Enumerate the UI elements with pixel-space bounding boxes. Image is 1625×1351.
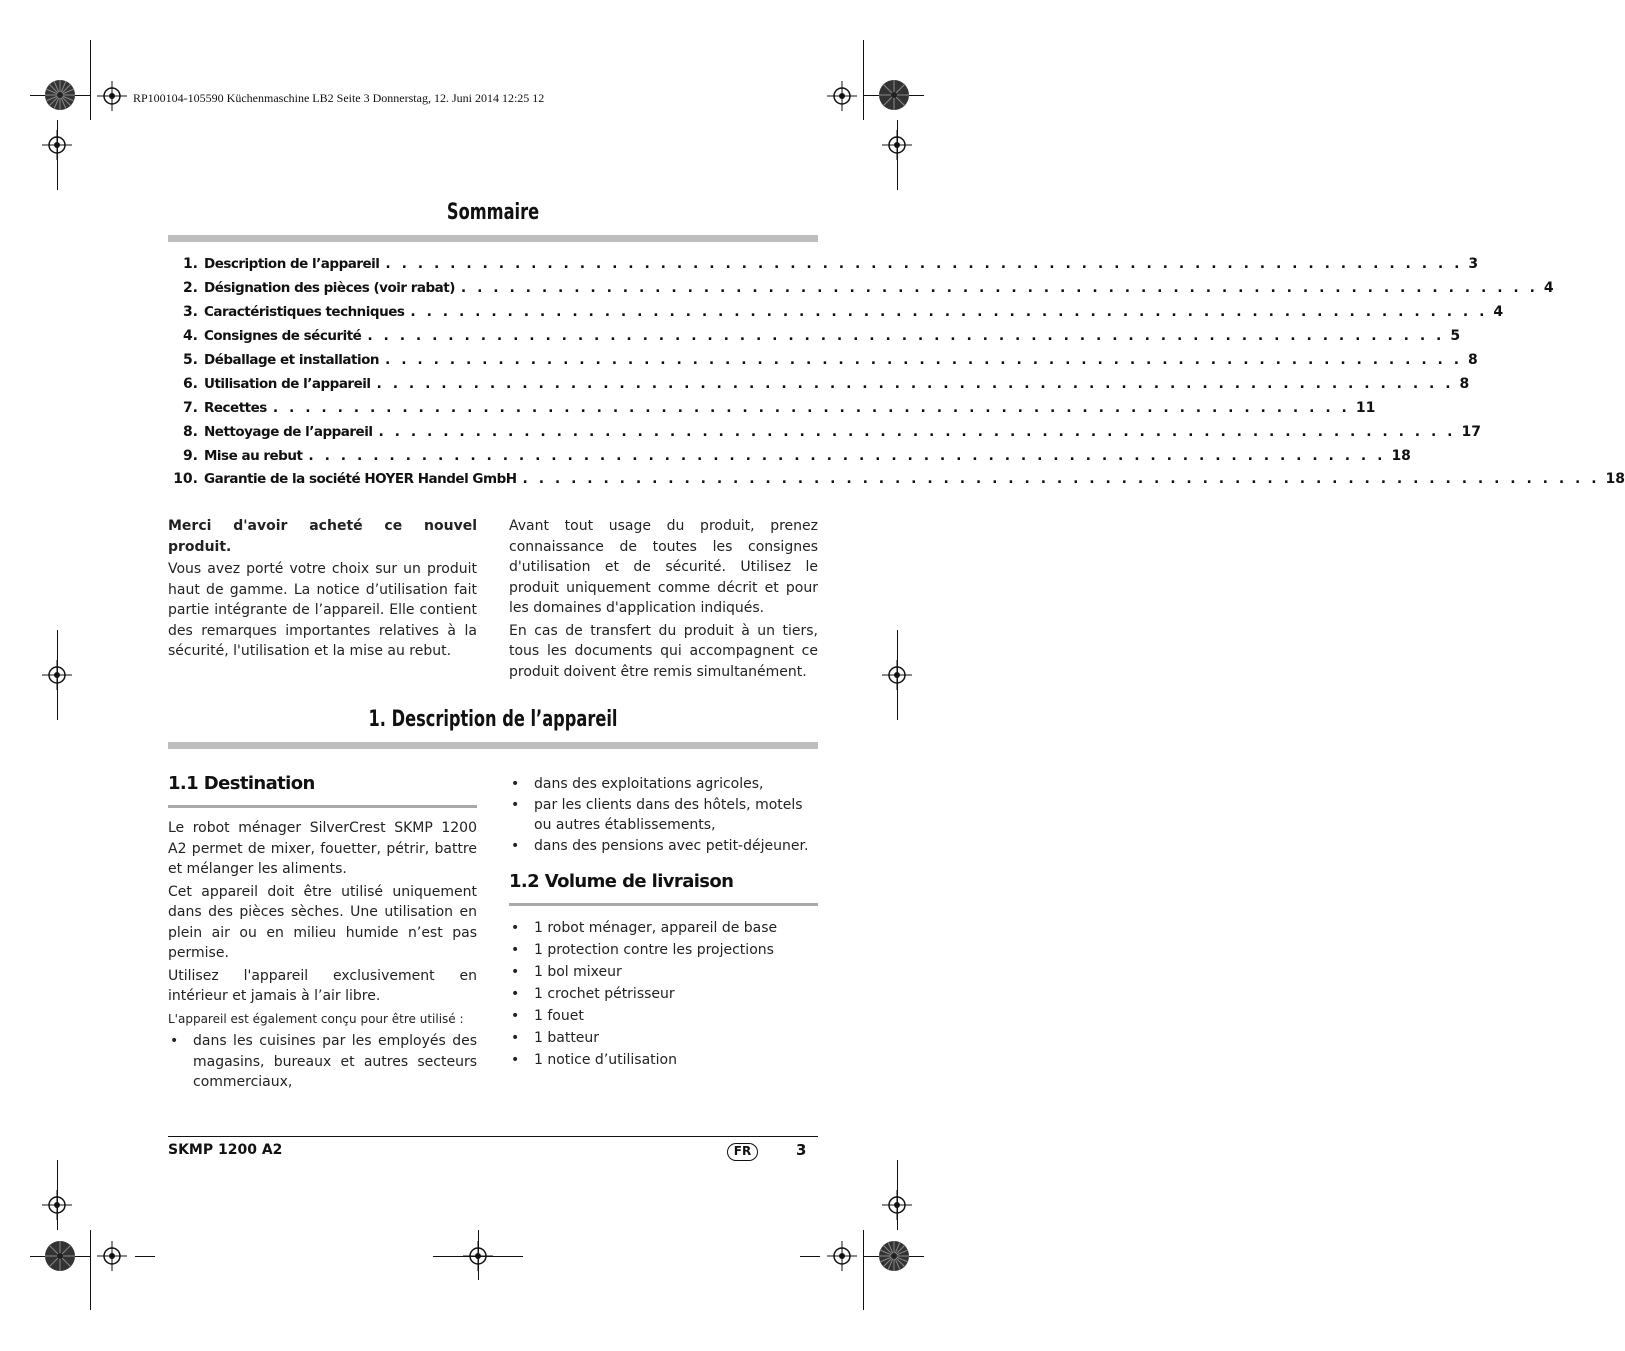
registration-mark-icon xyxy=(882,660,912,690)
toc-entry[interactable] xyxy=(168,304,1504,326)
list-item: • 1 fouet xyxy=(509,1005,818,1027)
destination-body xyxy=(168,818,477,1093)
list-item: • par les clients dans des hôtels, motels ou autres établissements, xyxy=(509,795,818,836)
list-item: • dans des exploitations agricoles, xyxy=(509,774,818,795)
subsection-heading: 1.2 Volume de livraison xyxy=(509,871,734,892)
toc-entry[interactable] xyxy=(168,280,1554,302)
toc-entry[interactable] xyxy=(168,471,1625,493)
toc-leader-dots: . . . . . . . . . . . . . . . . . . . . . . . . . . . . . . . . . . . . . . . . . . . . . . . . . . . . . . . . . . . . . . . . . . . xyxy=(410,304,1488,320)
registration-mark-icon xyxy=(882,1190,912,1220)
list-item: • 1 robot ménager, appareil de base xyxy=(509,917,818,939)
toc-entry-page: 11 xyxy=(1355,400,1376,416)
toc-entry-title: Désignation des pièces (voir rabat) xyxy=(204,280,455,296)
destination-paragraph: L'appareil est également conçu pour être utilisé : xyxy=(168,1011,464,1026)
toc-entry-number: 1. xyxy=(182,256,198,272)
intro-left-column xyxy=(168,516,477,664)
toc-leader-dots: . . . . . . . . . . . . . . . . . . . . . . . . . . . . . . . . . . . . . . . . . . . . . . . . . . . . . . . . . . . . . . . . . . . xyxy=(376,376,1454,392)
delivery-list xyxy=(509,917,818,1071)
toc-leader-dots: . . . . . . . . . . . . . . . . . . . . . . . . . . . . . . . . . . . . . . . . . . . . . . . . . . . . . . . . . . . . . . . . . . . xyxy=(272,400,1350,416)
registration-mark-icon xyxy=(42,1190,72,1220)
subsection-rule xyxy=(168,805,477,808)
subsection-heading: 1.1 Destination xyxy=(168,773,315,794)
destination-paragraph: Cet appareil doit être utilisé uniquement dans des pièces sèches. Une utilisation en plein air ou en milieu humide n’est pas permise. xyxy=(168,883,477,961)
list-item: • dans les cuisines par les employés des magasins, bureaux et autres secteurs commerciaux, xyxy=(168,1031,477,1093)
registration-mark-icon xyxy=(463,1241,493,1271)
intro-right-column xyxy=(509,516,818,684)
toc-entry-title: Utilisation de l’appareil xyxy=(204,376,371,392)
toc-entry-page: 8 xyxy=(1468,352,1478,368)
destination-bullets-continued xyxy=(509,774,818,856)
color-rosette-icon xyxy=(44,1240,76,1272)
page-number: 3 xyxy=(796,1141,807,1159)
list-item: • 1 batteur xyxy=(509,1027,818,1049)
toc-title-rule xyxy=(168,235,818,242)
toc-entry-title: Mise au rebut xyxy=(204,448,303,464)
destination-bullets xyxy=(168,1031,477,1093)
list-item: • 1 protection contre les projections xyxy=(509,939,818,961)
toc-entry[interactable] xyxy=(168,352,1478,374)
intro-left-paragraph: Vous avez porté votre choix sur un produit haut de gamme. La notice d’utilisation fait partie intégrante de l’appareil. Elle contient des remarques importantes relatives à la sécurité, l'utilisation et la mise au rebut. xyxy=(168,561,477,659)
registration-mark-icon xyxy=(827,81,857,111)
toc-entry-page: 18 xyxy=(1605,471,1625,487)
toc-entry-number: 9. xyxy=(182,448,198,464)
list-item: • 1 bol mixeur xyxy=(509,961,818,983)
toc-entry-number: 4. xyxy=(182,328,198,344)
toc-entry-title: Caractéristiques techniques xyxy=(204,304,405,320)
color-rosette-icon xyxy=(878,1240,910,1272)
toc-entry-number: 10. xyxy=(173,471,198,487)
registration-mark-icon xyxy=(827,1241,857,1271)
toc-leader-dots: . . . . . . . . . . . . . . . . . . . . . . . . . . . . . . . . . . . . . . . . . . . . . . . . . . . . . . . . . . . . . . . . . . . xyxy=(385,256,1463,272)
section-title-rule xyxy=(168,742,818,749)
intro-right-paragraph: En cas de transfert du produit à un tiers, tous les documents qui accompagnent ce produit doivent être remis simultanément. xyxy=(509,622,818,680)
toc-entry-page: 4 xyxy=(1543,280,1554,296)
toc-entry-title: Recettes xyxy=(204,400,267,416)
destination-bullets xyxy=(509,774,818,856)
toc-leader-dots: . . . . . . . . . . . . . . . . . . . . . . . . . . . . . . . . . . . . . . . . . . . . . . . . . . . . . . . . . . . . . . . . . . . xyxy=(460,280,1538,296)
toc-entry-number: 2. xyxy=(182,280,198,296)
toc-leader-dots: . . . . . . . . . . . . . . . . . . . . . . . . . . . . . . . . . . . . . . . . . . . . . . . . . . . . . . . . . . . . . . . . . . . xyxy=(367,328,1445,344)
section-title: 1. Description de l’appareil xyxy=(368,707,618,732)
toc-entry-title: Garantie de la société HOYER Handel GmbH xyxy=(204,471,517,487)
registration-mark-icon xyxy=(42,660,72,690)
toc-entry-title: Nettoyage de l’appareil xyxy=(204,424,373,440)
subsection-rule xyxy=(509,903,818,906)
intro-right-paragraph: Avant tout usage du produit, prenez connaissance de toutes les consignes d'utilisation et de sécurité. Utilisez le produit uniquement comme décrit et pour les domaines d'application indiqués. xyxy=(509,518,818,616)
toc-leader-dots: . . . . . . . . . . . . . . . . . . . . . . . . . . . . . . . . . . . . . . . . . . . . . . . . . . . . . . . . . . . . . . . . . . . xyxy=(385,352,1463,368)
color-rosette-icon xyxy=(878,79,910,111)
list-item: • 1 crochet pétrisseur xyxy=(509,983,818,1005)
toc-leader-dots: . . . . . . . . . . . . . . . . . . . . . . . . . . . . . . . . . . . . . . . . . . . . . . . . . . . . . . . . . . . . . . . . . . . xyxy=(522,471,1600,487)
intro-thanks: Merci d'avoir acheté ce nouvel produit. xyxy=(168,518,477,555)
list-item: • 1 notice d’utilisation xyxy=(509,1049,818,1071)
toc-entry-number: 6. xyxy=(182,376,198,392)
destination-paragraph: Le robot ménager SilverCrest SKMP 1200 A2 permet de mixer, fouetter, pétrir, battre et mélanger les aliments. xyxy=(168,820,477,877)
toc-leader-dots: . . . . . . . . . . . . . . . . . . . . . . . . . . . . . . . . . . . . . . . . . . . . . . . . . . . . . . . . . . . . . . . . . . . xyxy=(378,424,1456,440)
toc-entry-title: Consignes de sécurité xyxy=(204,328,362,344)
toc-title: Sommaire xyxy=(446,200,540,225)
toc-entry-number: 7. xyxy=(182,400,198,416)
registration-mark-icon xyxy=(97,1241,127,1271)
toc-entry-page: 8 xyxy=(1459,376,1470,392)
toc-entry[interactable] xyxy=(168,448,1411,470)
registration-mark-icon xyxy=(42,130,72,160)
toc-entry-number: 5. xyxy=(182,352,198,368)
toc-entry-page: 4 xyxy=(1493,304,1504,320)
list-item: • dans des pensions avec petit-déjeuner. xyxy=(509,836,818,857)
toc-entry-title: Description de l’appareil xyxy=(204,256,380,272)
toc-entry[interactable] xyxy=(168,256,1479,278)
toc-entry[interactable] xyxy=(168,328,1461,350)
footer-model: SKMP 1200 A2 xyxy=(168,1142,283,1158)
toc-entry-number: 8. xyxy=(182,424,198,440)
printer-info-line: RP100104-105590 Küchenmaschine LB2 Seite 3 Donnerstag, 12. Juni 2014 12:25 12 xyxy=(133,91,545,105)
registration-mark-icon xyxy=(882,130,912,160)
footer-rule xyxy=(168,1136,818,1137)
toc-entry-number: 3. xyxy=(182,304,198,320)
toc-entry[interactable] xyxy=(168,424,1481,446)
language-badge: FR xyxy=(727,1143,758,1161)
toc-entry-page: 18 xyxy=(1391,448,1411,464)
color-rosette-icon xyxy=(44,79,76,111)
toc-entry[interactable] xyxy=(168,400,1376,422)
destination-paragraph: Utilisez l'appareil exclusivement en intérieur et jamais à l’air libre. xyxy=(168,967,477,1004)
registration-mark-icon xyxy=(97,81,127,111)
toc-leader-dots: . . . . . . . . . . . . . . . . . . . . . . . . . . . . . . . . . . . . . . . . . . . . . . . . . . . . . . . . . . . . . . . . . . . xyxy=(308,448,1386,464)
toc-entry[interactable] xyxy=(168,376,1470,398)
toc-entry-title: Déballage et installation xyxy=(204,352,379,368)
toc-entry-page: 17 xyxy=(1461,424,1481,440)
toc-entry-page: 3 xyxy=(1468,256,1479,272)
toc-entry-page: 5 xyxy=(1450,328,1461,344)
